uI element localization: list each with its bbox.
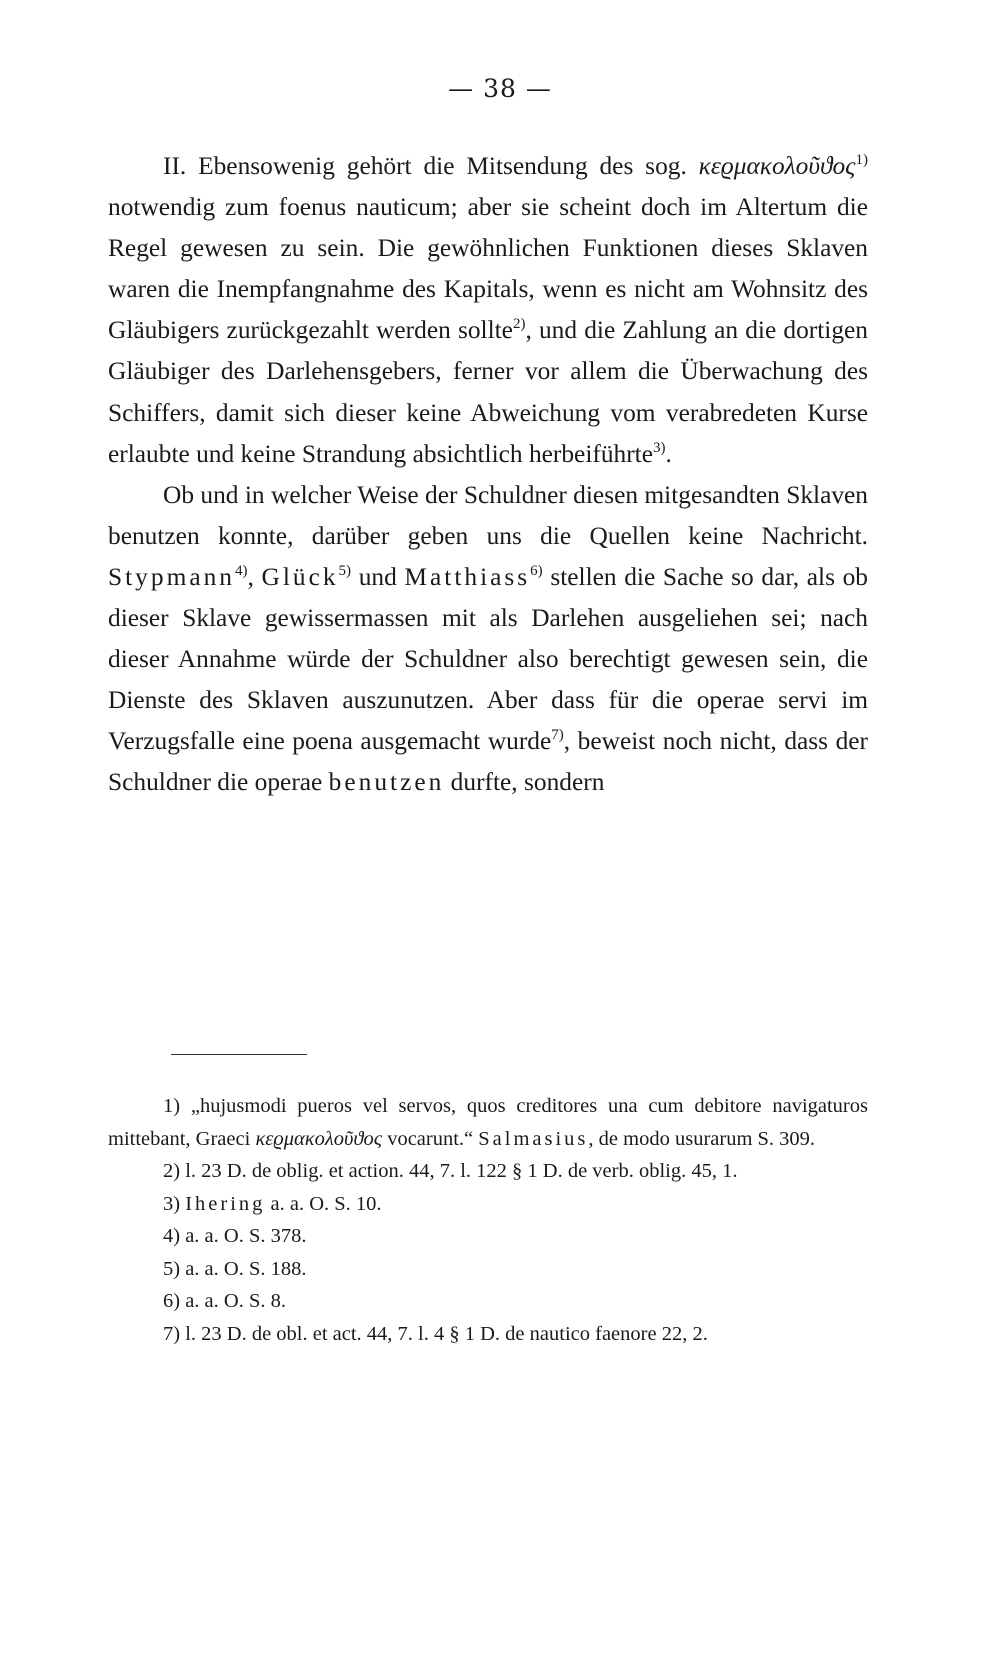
author-name: benutzen <box>328 768 445 797</box>
text-run: 6) a. a. O. S. 8. <box>163 1290 286 1312</box>
text-run: . <box>665 439 672 468</box>
text-run: stellen die Sache so dar, als ob dieser Sklave gewissermassen mit als Darlehen ausgeliehen sei; nach dieser Annahme würde der Schuldner also berechtigt gewesen sein, die Dienste des Sklaven auszunutzen. Aber dass für die operae servi im Verzugsfalle eine poena ausgemacht wurde <box>108 562 869 756</box>
body-text <box>108 146 868 804</box>
footnote <box>108 1285 868 1318</box>
author-name: Stypmann <box>108 562 235 591</box>
footnote-divider <box>171 1054 307 1055</box>
author-name: Salmasius <box>478 1127 589 1150</box>
text-run: , <box>247 562 262 591</box>
paragraph <box>108 146 868 475</box>
text-run: und <box>351 562 405 591</box>
author-name: Matthiass <box>404 562 531 591</box>
text-run: 4) a. a. O. S. 378. <box>163 1225 307 1247</box>
text-run: , beweist noch nicht, dass der Schuldner die operae <box>108 727 869 797</box>
text-run: vocarunt.“ <box>382 1127 479 1150</box>
footnote-marker: 6) <box>530 562 543 579</box>
footnote <box>108 1253 868 1286</box>
text-run: 5) a. a. O. S. 188. <box>163 1257 307 1280</box>
footnote <box>108 1090 868 1155</box>
author-name: Ihering <box>185 1192 266 1215</box>
paragraph <box>108 475 868 804</box>
footnotes <box>108 1090 868 1350</box>
text-run: a. a. O. S. 10. <box>265 1192 382 1215</box>
author-name: Glück <box>261 562 339 591</box>
text-run: , und die Zahlung an die dortigen Gläubiger des Darlehensgebers, ferner vor allem die Überwachung des Schiffers, damit sich dieser keine Abweichung vom verabredeten Kurse erlaubte und keine Strandung absichtlich herbeiführte <box>108 316 868 468</box>
text-run: , de modo usurarum S. 309. <box>588 1127 816 1150</box>
footnote-marker: 1) <box>855 152 868 168</box>
text-run: Ob und in welcher Weise der Schuldner diesen mitgesandten Sklaven benutzen konnte, darüber geben uns die Quellen keine Nachricht. <box>108 480 868 550</box>
footnote <box>108 1188 868 1221</box>
greek-term: κεϱμακολοῦϑος <box>255 1127 383 1150</box>
page-number: — 38 — <box>448 74 552 103</box>
text-run: 3) <box>163 1192 186 1215</box>
footnote-marker: 7) <box>551 727 564 744</box>
text-run: 2) l. 23 D. de oblig. et action. 44, 7. l. 122 § 1 D. de verb. oblig. 45, 1. <box>163 1160 738 1182</box>
footnote-marker: 4) <box>234 562 248 579</box>
footnote <box>108 1220 868 1253</box>
footnote-marker: 3) <box>653 439 666 456</box>
text-run: durfte, sondern <box>444 768 605 797</box>
greek-term: κεϱμακολοῦϑος <box>698 152 856 180</box>
text-run: 1) „hujusmodi pueros vel servos, quos creditores una cum debitore navigaturos mittebant, Graeci <box>108 1095 868 1150</box>
text-run: notwendig zum foenus nauticum; aber sie scheint doch im Altertum die Regel gewesen zu sein. Die gewöhnlichen Funktionen dieses Sklaven waren die Inempfangnahme des Kapitals, wenn es nicht am Wohnsitz des Gläubigers zurückgezahlt werden sollte <box>108 193 868 345</box>
footnote-marker: 2) <box>512 316 526 333</box>
text-run: II. Ebensowenig gehört die Mitsendung des sog. <box>163 152 699 180</box>
footnote <box>108 1318 868 1351</box>
footnote-marker: 5) <box>338 562 352 579</box>
footnote <box>108 1155 868 1188</box>
text-run: 7) l. 23 D. de obl. et act. 44, 7. l. 4 § 1 D. de nautico faenore 22, 2. <box>163 1322 708 1345</box>
